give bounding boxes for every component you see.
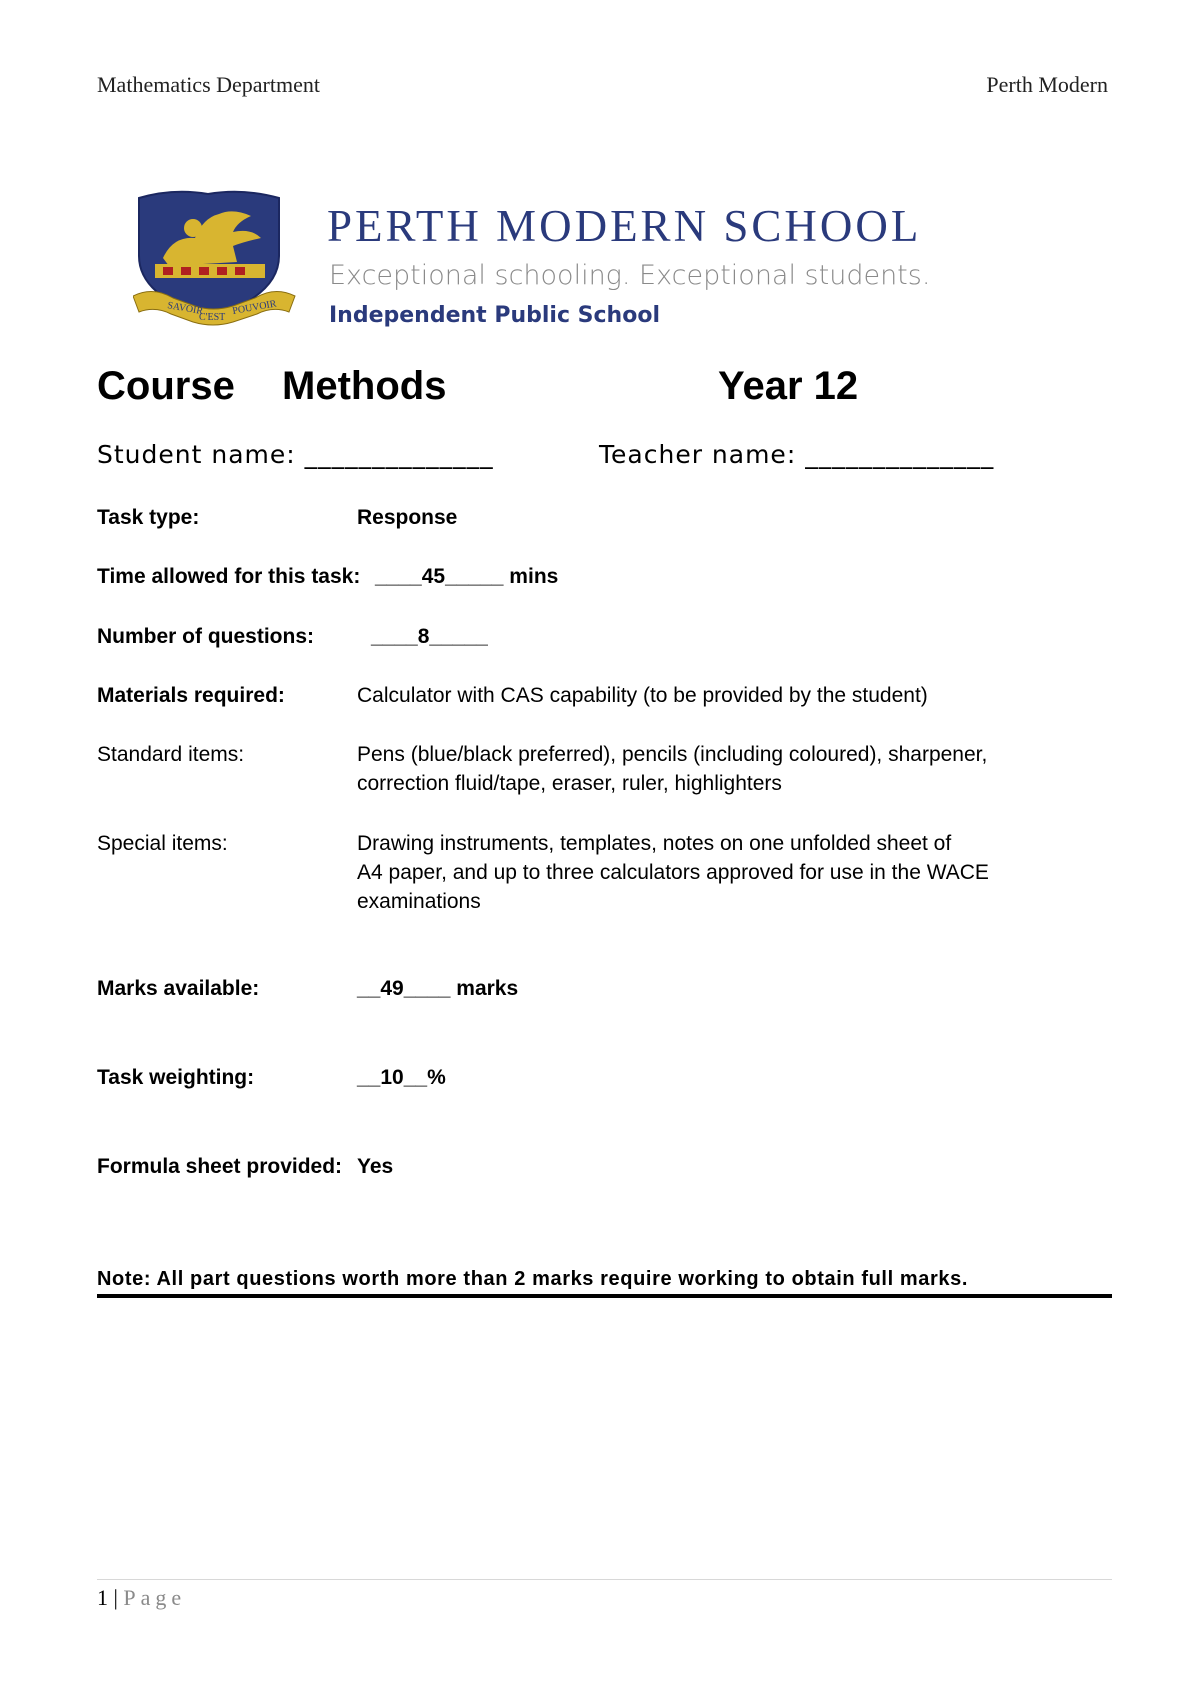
footer-divider	[97, 1579, 1112, 1580]
page-header	[97, 72, 1108, 98]
header-department: Mathematics Department	[97, 72, 320, 97]
weighting-value: __10__%	[357, 1066, 446, 1089]
task-type-label: Task type:	[97, 506, 200, 529]
school-logo	[133, 188, 1063, 333]
course-name: Methods	[282, 364, 447, 408]
time-value: ____45_____ mins	[375, 565, 559, 588]
header-school: Perth Modern	[986, 72, 1108, 97]
page-separator: |	[108, 1585, 124, 1610]
school-name: PERTH MODERN SCHOOL	[327, 201, 922, 251]
special-items-line2: A4 paper, and up to three calculators approved for use in the WACE	[357, 861, 989, 884]
special-items-label: Special items:	[97, 832, 228, 855]
page-word: Page	[123, 1585, 187, 1610]
school-tagline: Exceptional schooling. Exceptional students.	[329, 260, 931, 291]
student-name-field: Student name: ______________	[97, 440, 494, 469]
questions-value: ____8_____	[371, 625, 488, 648]
special-items-line1: Drawing instruments, templates, notes on one unfolded sheet of	[357, 832, 952, 855]
weighting-label: Task weighting:	[97, 1066, 255, 1089]
svg-text:SAVOIR: SAVOIR	[166, 300, 204, 318]
course-label: Course	[97, 364, 235, 408]
marks-label: Marks available:	[97, 977, 260, 1000]
task-type-value: Response	[357, 506, 458, 529]
school-subtitle: Independent Public School	[329, 303, 660, 328]
working-note: Note: All part questions worth more than 2 marks require working to obtain full marks.	[97, 1268, 1112, 1298]
page-footer	[97, 1585, 186, 1611]
svg-text:POUVOIR: POUVOIR	[231, 298, 278, 317]
teacher-name-field: Teacher name: ______________	[599, 440, 995, 469]
materials-value: Calculator with CAS capability (to be provided by the student)	[357, 684, 928, 707]
questions-label: Number of questions:	[97, 625, 315, 648]
svg-text:C'EST: C'EST	[199, 312, 226, 323]
standard-items-label: Standard items:	[97, 743, 245, 766]
course-year: Year 12	[718, 364, 859, 408]
formula-label: Formula sheet provided:	[97, 1155, 343, 1178]
formula-value: Yes	[357, 1155, 394, 1178]
standard-items-line1: Pens (blue/black preferred), pencils (including coloured), sharpener,	[357, 743, 988, 766]
marks-value: __49____ marks	[357, 977, 519, 1000]
time-label: Time allowed for this task:	[97, 565, 361, 588]
page-number: 1	[97, 1585, 108, 1610]
materials-label: Materials required:	[97, 684, 285, 707]
school-crest-icon	[133, 188, 298, 333]
standard-items-line2: correction fluid/tape, eraser, ruler, highlighters	[357, 772, 782, 795]
special-items-line3: examinations	[357, 890, 481, 913]
